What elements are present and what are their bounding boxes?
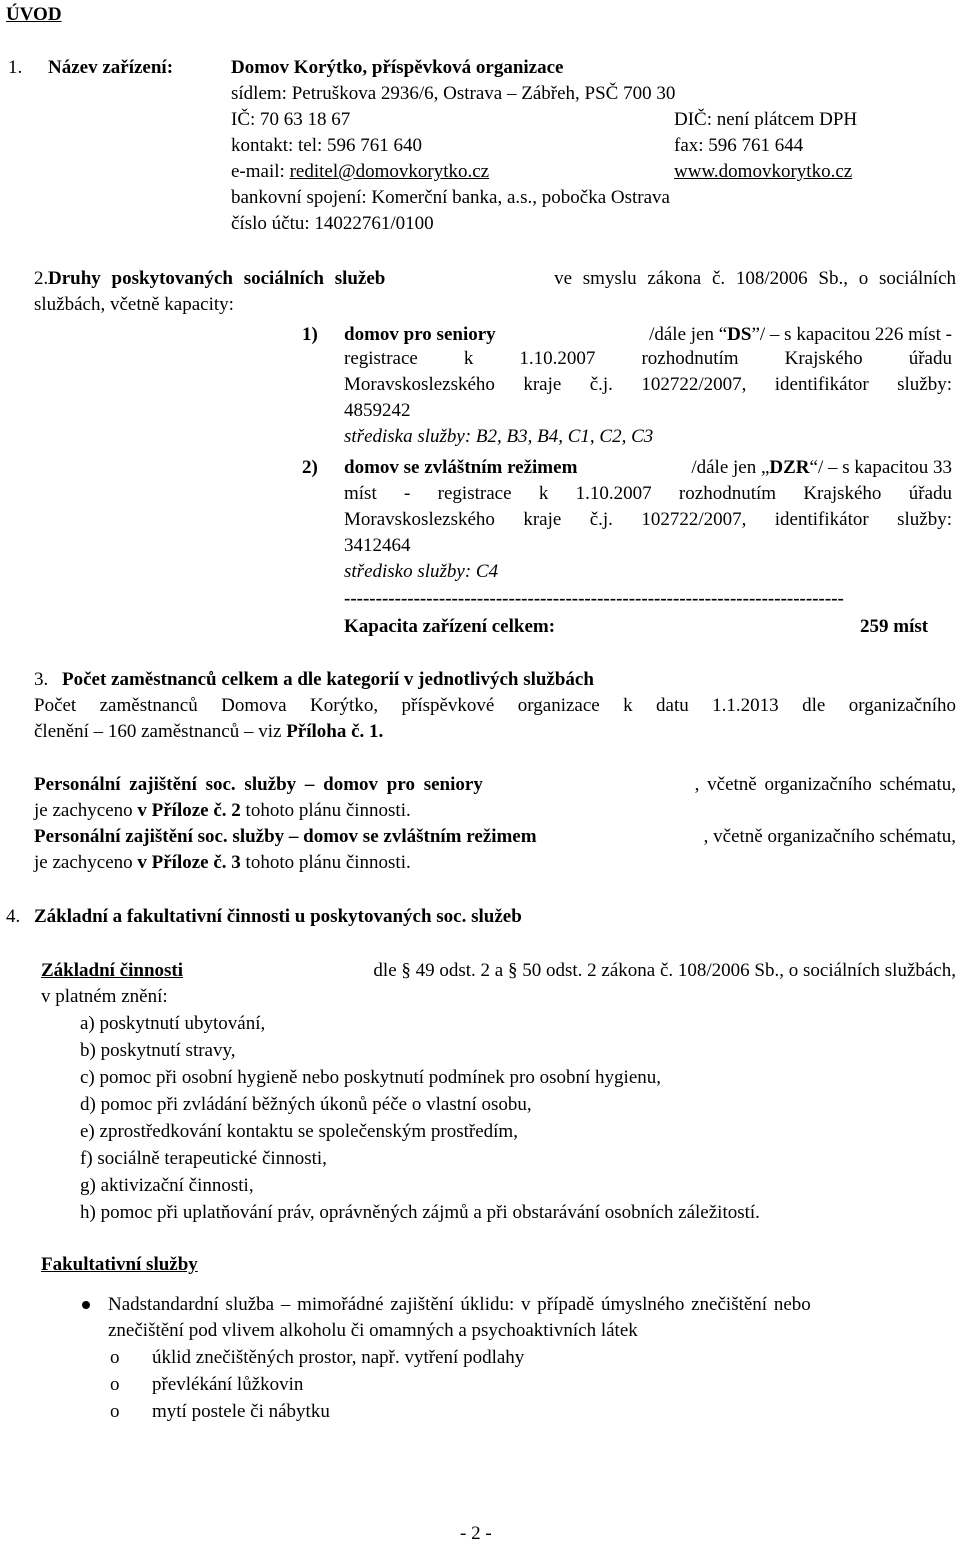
staffing-dzr-suffix: tohoto plánu činnosti.	[240, 852, 411, 873]
service-2-line1	[344, 455, 952, 481]
service-2-line2: míst - registrace k 1.10.2007 rozhodnutím Krajského úřadu	[344, 483, 952, 504]
section-2-title-line1	[48, 266, 956, 292]
section-2-title-rest: ve smyslu zákona č. 108/2006 Sb., o sociálních	[554, 268, 956, 289]
staffing-seniors-rest: , včetně organizačního schématu,	[694, 774, 956, 795]
service-2-number: 2)	[302, 457, 318, 478]
contact-fax: fax: 596 761 644	[674, 135, 804, 156]
service-2-name: domov se zvláštním režimem	[344, 457, 578, 478]
service-1-line2: registrace k 1.10.2007 rozhodnutím Krajského úřadu	[344, 348, 952, 369]
basic-activities-label: Základní činnosti	[41, 960, 184, 981]
basic-activities-line1	[41, 958, 956, 984]
staffing-dzr-text: je zachyceno	[34, 852, 138, 873]
total-capacity-label: Kapacita zařízení celkem:	[344, 616, 556, 637]
activity-item: d) pomoc při zvládání běžných úkonů péče o vlastní osobu,	[80, 1094, 532, 1115]
staffing-dzr-title: Personální zajištění soc. služby – domov se zvláštním režimem	[34, 826, 537, 847]
service-1-capacity: ”/ – s kapacitou 226 míst -	[751, 324, 952, 345]
service-1-line3: Moravskoslezského kraje č.j. 102722/2007, identifikátor služby:	[344, 374, 952, 395]
staffing-seniors-suffix: tohoto plánu činnosti.	[240, 800, 411, 821]
facility-name-label: Název zařízení:	[48, 57, 174, 78]
activity-item: h) pomoc při uplatňování práv, oprávněných zájmů a při obstarávání osobních záležitostí.	[80, 1202, 760, 1223]
staffing-seniors-line1	[34, 772, 956, 798]
section-4-title: Základní a fakultativní činnosti u poskytovaných soc. služeb	[34, 906, 522, 927]
account-number: číslo účtu: 14022761/0100	[231, 213, 434, 234]
website-link[interactable]: www.domovkorytko.cz	[674, 161, 853, 182]
staffing-dzr-line2	[34, 850, 411, 876]
service-1-centres: střediska služby: B2, B3, B4, C1, C2, C3	[344, 426, 654, 447]
service-2-line3: Moravskoslezského kraje č.j. 102722/2007, identifikátor služby:	[344, 509, 952, 530]
activity-item: c) pomoc při osobní hygieně nebo poskytnutí podmínek pro osobní hygienu,	[80, 1067, 662, 1088]
circle-bullet-icon: o	[110, 1401, 120, 1422]
annex-3-reference: v Příloze č. 3	[137, 852, 241, 873]
contact-email-row	[231, 159, 489, 185]
section-3-title: Počet zaměstnanců celkem a dle kategorií v jednotlivých službách	[62, 669, 594, 690]
total-capacity-value: 259 míst	[860, 616, 929, 637]
email-prefix: e-mail:	[231, 161, 290, 182]
dic-info: DIČ: není plátcem DPH	[674, 109, 858, 130]
basic-activities-law: dle § 49 odst. 2 a § 50 odst. 2 zákona č. 108/2006 Sb., o sociálních službách,	[368, 960, 956, 981]
section-2-number: 2.	[34, 268, 49, 289]
annex-2-reference: v Příloze č. 2	[137, 800, 241, 821]
optional-sub-item: převlékání lůžkovin	[152, 1374, 304, 1395]
section-2-title-line2: službách, včetně kapacity:	[34, 294, 234, 315]
section-4-number: 4.	[6, 906, 21, 927]
service-2-centre: středisko služby: C4	[344, 561, 499, 582]
bullet-icon	[82, 1301, 90, 1309]
section-1-number: 1.	[8, 57, 23, 78]
employees-line1: Počet zaměstnanců Domova Korýtko, příspěvkové organizace k datu 1.1.2013 dle organizačního	[34, 695, 956, 716]
page-heading: ÚVOD	[6, 4, 62, 25]
separator-dashes: -------------------------------------------------------------------------------	[344, 588, 844, 609]
activity-item: g) aktivizační činnosti,	[80, 1175, 254, 1196]
staffing-seniors-title: Personální zajištění soc. služby – domov pro seniory	[34, 774, 483, 795]
service-1-identifier: 4859242	[344, 400, 411, 421]
optional-sub-item: úklid znečištěných prostor, např. vytření podlahy	[152, 1347, 525, 1368]
email-link[interactable]: reditel@domovkorytko.cz	[289, 161, 490, 182]
optional-service-line2: znečištění pod vlivem alkoholu či omamných a psychoaktivních látek	[108, 1320, 638, 1341]
employees-count: členění – 160 zaměstnanců – viz	[34, 721, 287, 742]
activity-item: e) zprostředkování kontaktu se společenským prostředím,	[80, 1121, 518, 1142]
circle-bullet-icon: o	[110, 1347, 120, 1368]
service-1-name: domov pro seniory	[344, 324, 496, 345]
optional-service-text: Nadstandardní služba – mimořádné zajištění úklidu: v případě úmyslného znečištění nebo	[108, 1294, 811, 1315]
optional-services-label: Fakultativní služby	[41, 1254, 198, 1275]
optional-sub-item: mytí postele či nábytku	[152, 1401, 330, 1422]
staffing-seniors-text: je zachyceno	[34, 800, 138, 821]
staffing-dzr-rest: , včetně organizačního schématu,	[703, 826, 956, 847]
service-1-alias-prefix: /dále jen “	[649, 324, 728, 345]
annex-1-reference: Příloha č. 1.	[286, 721, 384, 742]
bank-connection: bankovní spojení: Komerční banka, a.s., pobočka Ostrava	[231, 187, 670, 208]
page-number: - 2 -	[460, 1523, 492, 1544]
ico-number: IČ: 70 63 18 67	[231, 109, 351, 130]
staffing-dzr-line1	[34, 824, 956, 850]
staffing-seniors-line2	[34, 798, 411, 824]
service-2-alias-prefix: /dále jen „	[691, 457, 770, 478]
activity-item: b) poskytnutí stravy,	[80, 1040, 236, 1061]
service-1-abbrev: DS	[727, 324, 752, 345]
section-2-title: Druhy poskytovaných sociálních služeb	[48, 268, 386, 289]
service-1-number: 1)	[302, 324, 318, 345]
service-1-line1	[344, 322, 952, 348]
circle-bullet-icon: o	[110, 1374, 120, 1395]
optional-service-line1	[108, 1292, 956, 1318]
service-2-abbrev: DZR	[769, 457, 810, 478]
basic-activities-line2: v platném znění:	[41, 986, 168, 1007]
section-3-number: 3.	[34, 669, 49, 690]
contact-phone: kontakt: tel: 596 761 640	[231, 135, 423, 156]
service-2-capacity: “/ – s kapacitou 33	[809, 457, 952, 478]
activity-item: a) poskytnutí ubytování,	[80, 1013, 266, 1034]
service-2-identifier: 3412464	[344, 535, 411, 556]
seat-address: sídlem: Petruškova 2936/6, Ostrava – Zábřeh, PSČ 700 30	[231, 83, 676, 104]
organization-name: Domov Korýtko, příspěvková organizace	[231, 57, 564, 78]
employees-line2	[34, 719, 383, 745]
activity-item: f) sociálně terapeutické činnosti,	[80, 1148, 327, 1169]
